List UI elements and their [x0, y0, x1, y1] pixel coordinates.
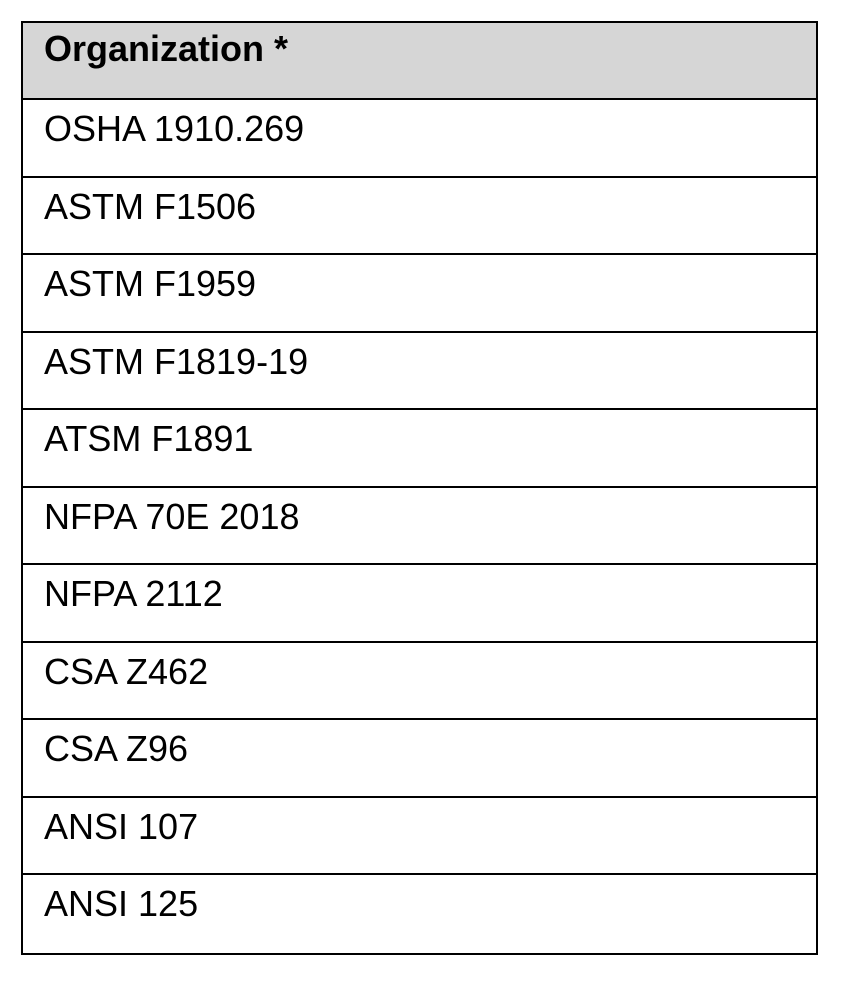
table-row	[23, 643, 816, 721]
table-cell: ATSM F1891	[44, 418, 254, 460]
table-row	[23, 100, 816, 178]
table-cell: CSA Z462	[44, 650, 209, 692]
organization-table	[21, 21, 818, 955]
table-cell: CSA Z96	[44, 728, 189, 770]
table-cell: ASTM F1959	[44, 263, 257, 305]
table-cell: ASTM F1819-19	[44, 340, 309, 382]
table-row	[23, 410, 816, 488]
table-header	[23, 23, 816, 100]
table-cell: ASTM F1506	[44, 185, 257, 227]
header-label-organization: Organization *	[44, 28, 289, 69]
table-cell: OSHA 1910.269	[44, 108, 305, 150]
table-row	[23, 565, 816, 643]
table-row	[23, 255, 816, 333]
table-row	[23, 488, 816, 566]
table-row	[23, 720, 816, 798]
table-cell: ANSI 107	[44, 805, 199, 847]
table-cell: ANSI 125	[44, 883, 199, 925]
table-row	[23, 875, 816, 953]
table-cell: NFPA 2112	[44, 573, 223, 615]
table-row	[23, 333, 816, 411]
table-cell: NFPA 70E 2018	[44, 495, 300, 537]
table-row	[23, 178, 816, 256]
table-row	[23, 798, 816, 876]
